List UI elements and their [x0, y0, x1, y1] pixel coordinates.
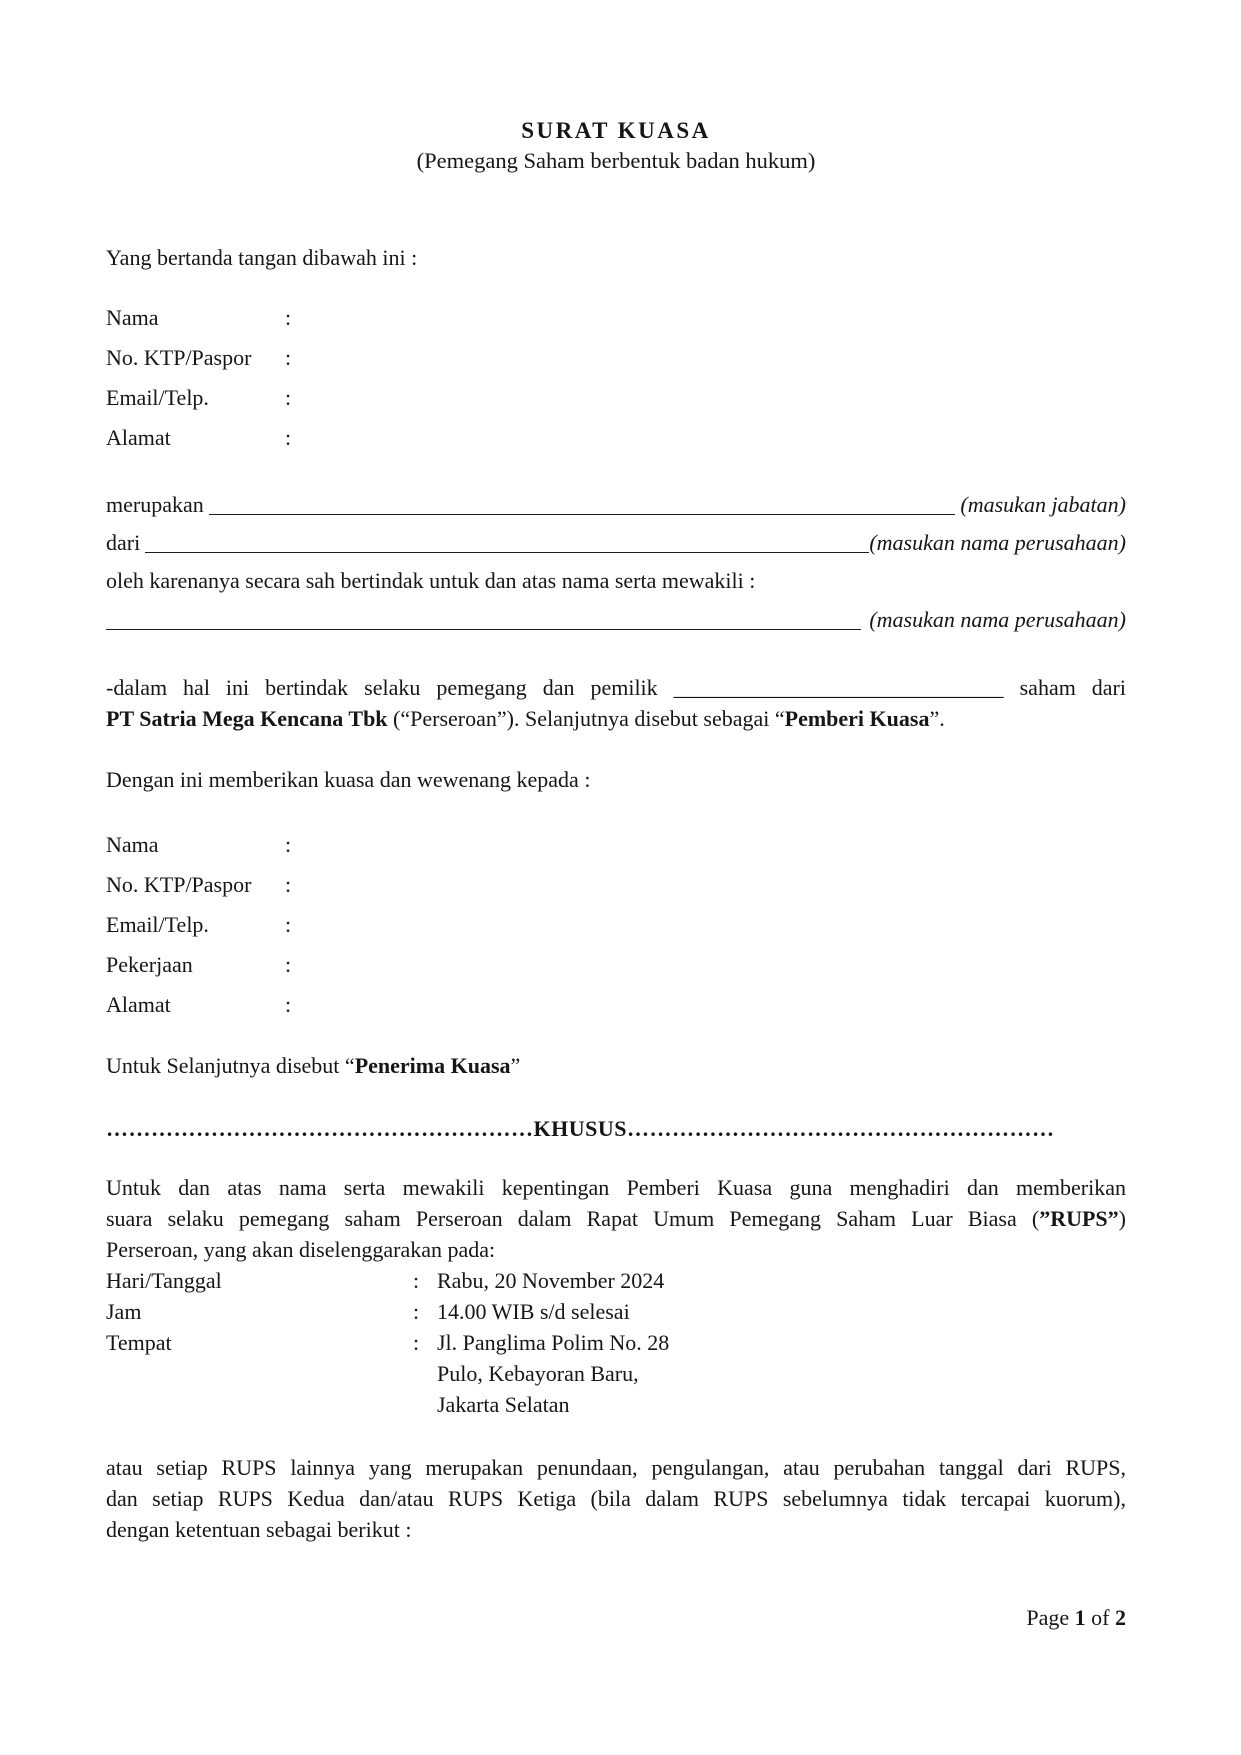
schedule-colon [413, 1358, 437, 1389]
position-prefix: merupakan [106, 492, 204, 517]
schedule-label: Jam [106, 1299, 142, 1324]
grantee-term-line [106, 1050, 1126, 1081]
field-label: No. KTP/Paspor [106, 872, 252, 897]
field-label: Nama [106, 305, 159, 330]
rups-line-3: Perseroan, yang akan diselenggarakan pada: [106, 1237, 496, 1262]
field-colon: : [285, 952, 292, 977]
page-number-total: 2 [1115, 1605, 1126, 1630]
closing-line-2: dan setiap RUPS Kedua dan/atau RUPS Ketiga (bila dalam RUPS sebelumnya tidak tercapai kuorum), [106, 1486, 1126, 1511]
company-hint: (masukan nama perusahaan) [869, 530, 1126, 555]
represented-fill-line [106, 604, 1126, 635]
document-subtitle: (Pemegang Saham berbentuk badan hukum) [416, 148, 816, 173]
document-title: SURAT KUASA [521, 118, 711, 143]
closing-line-3: dengan ketentuan sebagai berikut : [106, 1517, 412, 1542]
fill-in-blank [106, 604, 869, 635]
shareholder-line-2 [106, 703, 1126, 734]
fill-in-blank [204, 489, 961, 520]
field-label: Nama [106, 832, 159, 857]
position-hint: (masukan jabatan) [960, 492, 1126, 517]
schedule-row-jam [106, 1296, 1126, 1327]
field-colon: : [285, 425, 292, 450]
page-number-current: 1 [1074, 1605, 1086, 1630]
schedule-value: Jl. Panglima Polim No. 28 [437, 1330, 670, 1355]
rups-line-1: Untuk dan atas nama serta mewakili kepentingan Pemberi Kuasa guna menghadiri dan memberikan [106, 1175, 1126, 1200]
schedule-value: Rabu, 20 November 2024 [437, 1268, 665, 1293]
schedule-value: 14.00 WIB s/d selesai [437, 1299, 630, 1324]
grantor-fields [106, 302, 1126, 453]
field-row-nama [106, 829, 1126, 860]
field-label: Pekerjaan [106, 952, 193, 977]
grantee-term-text: ” [510, 1053, 521, 1078]
field-row-alamat [106, 422, 1126, 453]
closing-line-1: atau setiap RUPS lainnya yang merupakan penundaan, pengulangan, atau perubahan tanggal dari RUPS, [106, 1455, 1126, 1480]
field-row-ktp [106, 342, 1126, 373]
shareholder-text: ”. [929, 706, 945, 731]
schedule-colon: : [413, 1268, 420, 1293]
khusus-right-dots: ………………………………………………… [626, 1116, 1055, 1141]
field-row-nama [106, 302, 1126, 333]
field-colon: : [285, 345, 292, 370]
field-row-alamat [106, 989, 1126, 1020]
rups-text: suara selaku pemegang saham Perseroan dalam Rapat Umum Pemegang Saham Luar Biasa ( [106, 1206, 1040, 1231]
schedule-value: Jakarta Selatan [437, 1392, 570, 1417]
schedule-colon: : [413, 1299, 420, 1324]
of-word: of [1085, 1605, 1115, 1630]
field-label: Email/Telp. [106, 912, 209, 937]
shares-blank-underscores: ______________________________ [673, 675, 1004, 700]
khusus-divider [106, 1113, 1126, 1144]
khusus-word: KHUSUS [533, 1116, 627, 1141]
schedule-row-tempat-2 [106, 1358, 1126, 1389]
fill-in-blank [140, 527, 869, 558]
grant-intro-line: Dengan ini memberikan kuasa dan wewenang kepada : [106, 767, 591, 792]
schedule-value: Pulo, Kebayoran Baru, [437, 1361, 639, 1386]
rups-paragraph [106, 1172, 1126, 1420]
field-label: Email/Telp. [106, 385, 209, 410]
shareholder-text: saham dari [1003, 675, 1126, 700]
page-footer [106, 1602, 1126, 1633]
field-row-pekerjaan [106, 949, 1126, 980]
field-row-email [106, 382, 1126, 413]
shareholder-line-1 [106, 672, 1126, 703]
rups-line-2 [106, 1203, 1126, 1234]
company-fill-line [106, 527, 1126, 558]
rups-term: ”RUPS” [1039, 1206, 1119, 1231]
schedule-label [106, 1358, 413, 1389]
closing-paragraph [106, 1452, 1126, 1545]
field-colon: : [285, 872, 292, 897]
field-colon: : [285, 305, 292, 330]
field-label: Alamat [106, 425, 171, 450]
grantor-term: Pemberi Kuasa [784, 706, 930, 731]
page-word: Page [1026, 1605, 1075, 1630]
schedule-label: Tempat [106, 1330, 172, 1355]
grantee-fields [106, 829, 1126, 1020]
field-colon: : [285, 832, 292, 857]
company-name: PT Satria Mega Kencana Tbk [106, 706, 388, 731]
represented-hint: (masukan nama perusahaan) [869, 607, 1126, 632]
schedule-label [106, 1389, 413, 1420]
intro-line: Yang bertanda tangan dibawah ini : [106, 245, 418, 270]
field-colon: : [285, 385, 292, 410]
schedule-row-tempat-3 [106, 1389, 1126, 1420]
schedule-row-tempat [106, 1327, 1126, 1358]
schedule-colon: : [413, 1330, 420, 1355]
grantee-term-text: Untuk Selanjutnya disebut “ [106, 1053, 355, 1078]
field-label: Alamat [106, 992, 171, 1017]
shareholder-text: -dalam hal ini bertindak selaku pemegang dan pemilik [106, 675, 674, 700]
rups-text: ) [1118, 1206, 1126, 1231]
schedule-row-hari [106, 1265, 1126, 1296]
field-row-ktp [106, 869, 1126, 900]
schedule-label: Hari/Tanggal [106, 1268, 222, 1293]
shareholder-paragraph [106, 672, 1126, 734]
khusus-left-dots: ………………………………………………… [106, 1116, 534, 1141]
field-label: No. KTP/Paspor [106, 345, 252, 370]
position-fill-line [106, 489, 1126, 520]
field-colon: : [285, 912, 292, 937]
field-row-email [106, 909, 1126, 940]
shareholder-text: (“Perseroan”). Selanjutnya disebut sebagai “ [387, 706, 785, 731]
grantee-term: Penerima Kuasa [354, 1053, 511, 1078]
company-prefix: dari [106, 530, 141, 555]
schedule-colon [413, 1389, 437, 1420]
field-colon: : [285, 992, 292, 1017]
acting-line: oleh karenanya secara sah bertindak untuk dan atas nama serta mewakili : [106, 568, 756, 593]
